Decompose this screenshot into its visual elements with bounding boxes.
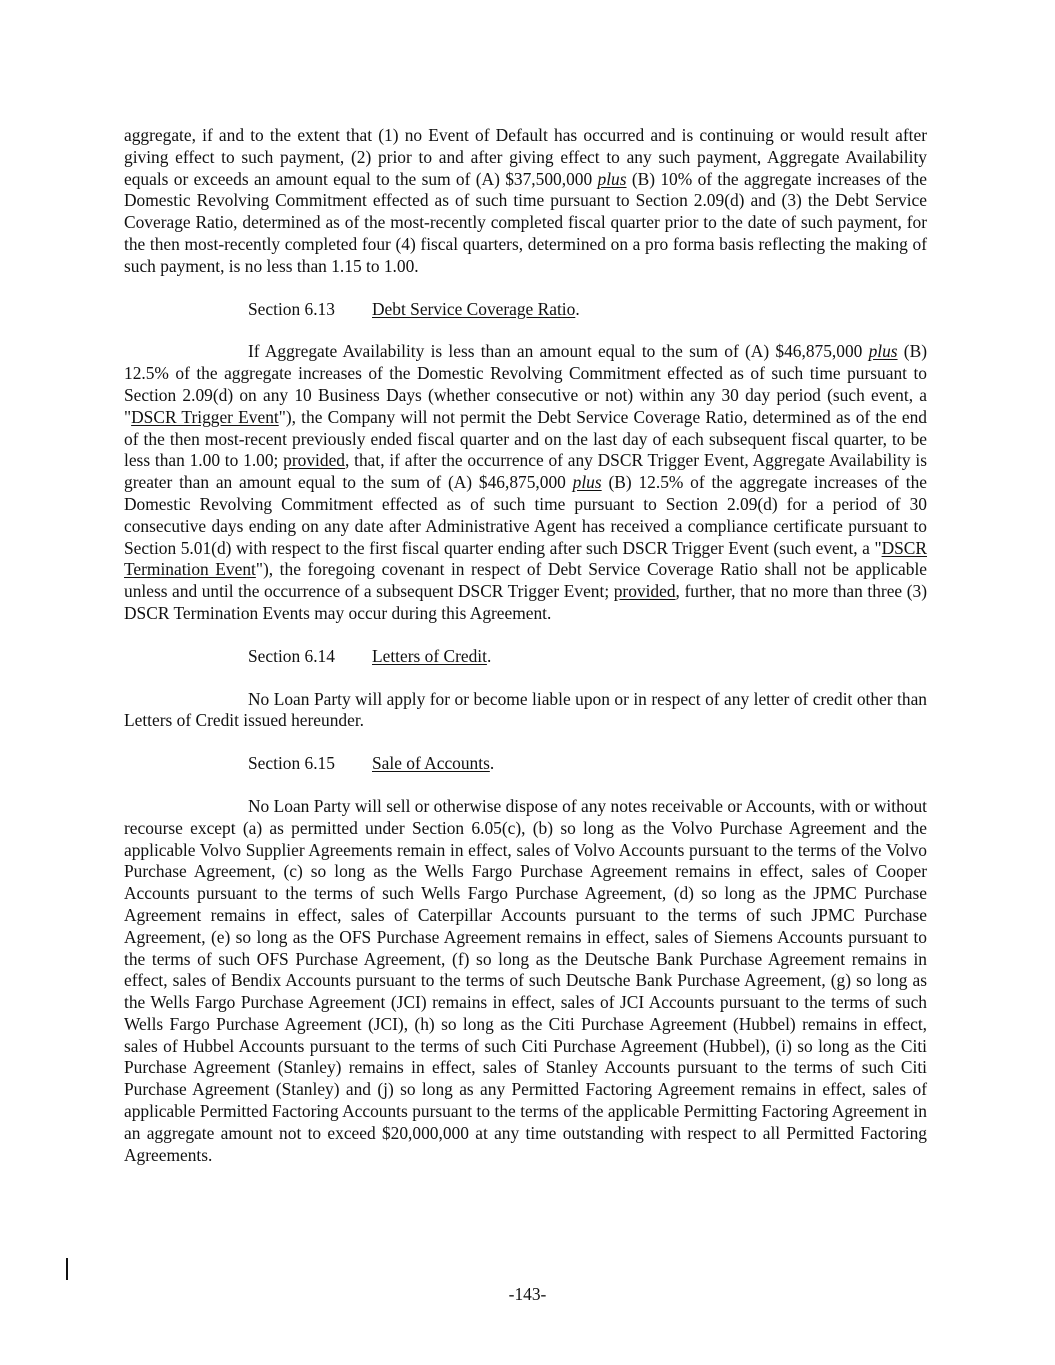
text-run: "), the Company will not permit the Debt Service Coverage Ratio, determined as of the end of the then most-recent previously ended fiscal quarter and on the last day of each subsequent fiscal quarter, to be less than 1.00 to 1.00; [124,406,927,471]
section-title-suffix: . [486,645,492,666]
section-number: Section 6.13 [248,298,335,319]
section-number: Section 6.14 [248,645,335,666]
revision-change-bar [66,1258,68,1280]
text-run: "), the foregoing covenant in respect of Debt Service Coverage Ratio shall not be applicable unless and until the occurrence of a subsequent DSCR Trigger Event; [124,559,927,602]
provided-term: provided [283,450,345,471]
defined-term: DSCR Trigger Event [131,406,279,427]
plus-term: plus [597,168,627,189]
section-6-13-heading [124,299,927,321]
text-run: , that, if after the occurrence of any DSCR Trigger Event, Aggregate Availability is greater than an amount equal to the sum of (A) $46,875,000 [124,450,927,493]
section-6-15-heading [124,753,927,775]
section-6-13-body [124,341,927,624]
section-title-suffix: . [489,753,495,774]
text-run: (B) 12.5% of the aggregate increases of the Domestic Revolving Commitment effected as of such time pursuant to Section 2.09(d) on any 10 Business Days (whether consecutive or not) within any 30 day period (such event, a " [124,341,927,427]
section-number: Section 6.15 [248,753,335,774]
page-number: -143- [508,1284,547,1304]
text-run: aggregate, if and to the extent that (1) no Event of Default has occurred and is continuing or would result after giving effect to such payment, (2) prior to and after giving effect to any such payment, Aggregate Availability equals or exceeds an amount equal to the sum of (A) $37,500,000 [124,125,927,189]
section-6-14-body: No Loan Party will apply for or become liable upon or in respect of any letter of credit other than Letters of Credit issued hereunder. [124,688,927,731]
section-6-14-heading [124,646,927,668]
paragraph-continuation [124,125,927,278]
provided-term: provided [613,581,676,602]
text-run: (B) 10% of the aggregate increases of the Domestic Revolving Commitment effected as of such time pursuant to Section 2.09(d) and (3) the Debt Service Coverage Ratio, determined as of the most-recently completed fiscal quarter prior to the date of such payment, for the then most-recently completed four (4) fiscal quarters, determined on a pro forma basis reflecting the making of such payment, is no less than 1.15 to 1.00. [124,168,928,276]
text-run: (B) 12.5% of the aggregate increases of the Domestic Revolving Commitment effected as of such time pursuant to Section 2.09(d) for a period of 30 consecutive days ending on any date after Administrative Agent has received a compliance certificate pursuant to Section 5.01(d) with respect to the first fiscal quarter ending after such DSCR Trigger Event (such event, a " [124,472,927,558]
plus-term: plus [572,472,602,493]
plus-term: plus [868,341,898,362]
document-page [124,125,927,1187]
section-title: Sale of Accounts [372,753,490,774]
section-title: Letters of Credit [372,645,487,666]
text-run: If Aggregate Availability is less than an amount equal to the sum of (A) $46,875,000 [248,341,869,362]
section-title: Debt Service Coverage Ratio [372,298,576,319]
section-6-15-body: No Loan Party will sell or otherwise dispose of any notes receivable or Accounts, with or without recourse except (a) as permitted under Section 6.05(c), (b) so long as the Volvo Purchase Agreement and the applicable Volvo Supplier Agreements remain in effect, sales of Volvo Accounts pursuant to the terms of the Volvo Purchase Agreement, (c) so long as the Wells Fargo Purchase Agreement remains in effect, sales of Cooper Accounts pursuant to the terms of such Wells Fargo Purchase Agreement, (d) so long as the JPMC Purchase Agreement remains in effect, sales of Caterpillar Accounts pursuant to the terms of such JPMC Purchase Agreement, (e) so long as the OFS Purchase Agreement remains in effect, sales of Siemens Accounts pursuant to the terms of such OFS Purchase Agreement, (f) so long as the Deutsche Bank Purchase Agreement remains in effect, sales of Bendix Accounts pursuant to the terms of such Deutsche Bank Purchase Agreement, (g) so long as the Wells Fargo Purchase Agreement (JCI) remains in effect, sales of JCI Accounts pursuant to the terms of such Wells Fargo Purchase Agreement (JCI), (h) so long as the Citi Purchase Agreement (Hubbel) remains in effect, sales of Hubbel Accounts pursuant to the terms of such Citi Purchase Agreement (Hubbel), (i) so long as the Citi Purchase Agreement (Stanley) remains in effect, sales of Stanley Accounts pursuant to the terms of such Citi Purchase Agreement (Stanley) and (j) so long as any Permitted Factoring Agreement remains in effect, sales of applicable Permitted Factoring Accounts pursuant to the terms of the applicable Permitting Factoring Agreement in an aggregate amount not to exceed $20,000,000 at any time outstanding with respect to all Permitted Factoring Agreements. [124,795,927,1165]
section-title-suffix: . [575,298,580,319]
text-run: , further, that no more than three (3) DSCR Termination Events may occur during this Agreement. [124,581,927,623]
defined-term: DSCR Termination Event [124,537,927,580]
